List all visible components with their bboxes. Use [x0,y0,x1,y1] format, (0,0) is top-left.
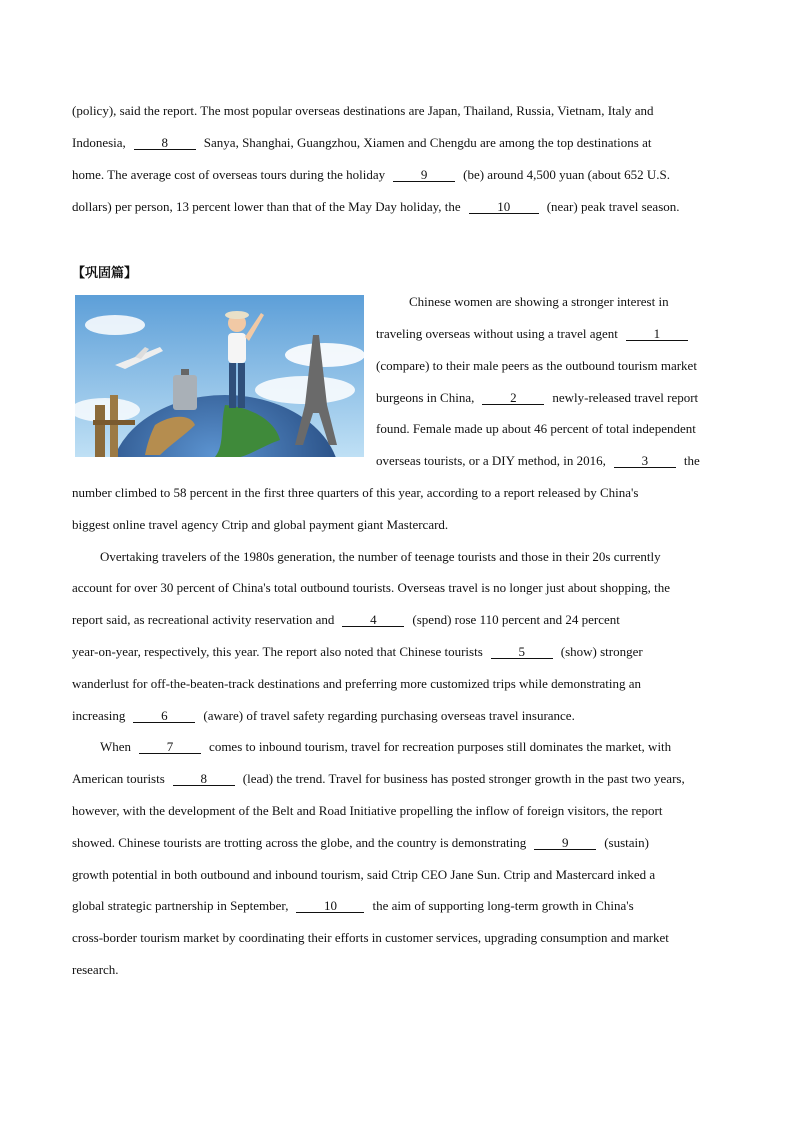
line-text: global strategic partnership in September, [72,898,289,913]
text-line [376,358,697,374]
travel-illustration [75,295,364,457]
line-text: (spend) rose 110 percent and 24 percent [412,612,620,627]
line-text: research. [72,962,119,977]
line-text: cross-border tourism market by coordinating their efforts in customer services, upgrading consumption and market [72,930,669,945]
line-text: account for over 30 percent of China's total outbound tourists. Overseas travel is no longer just about shopping, the [72,580,671,595]
text-line [72,199,680,215]
text-line [72,580,670,596]
text-line [72,803,662,819]
blank-8-b[interactable]: 8 [173,772,235,786]
line-text: (lead) the trend. Travel for business has posted stronger growth in the past two years, [242,771,685,786]
text-line [376,390,698,406]
text-line [72,612,620,628]
line-text: increasing [72,708,126,723]
text-line [72,771,685,787]
line-text: (be) around 4,500 yuan (about 652 U.S. [463,167,671,182]
line-text: however, with the development of the Belt and Road Initiative propelling the inflow of foreign visitors, the report [72,803,663,818]
blank-2[interactable]: 2 [482,391,544,405]
line-text: (near) peak travel season. [546,199,680,214]
line-text: comes to inbound tourism, travel for recreation purposes still dominates the market, with [209,739,672,754]
line-text: overseas tourists, or a DIY method, in 2016, [376,453,606,468]
text-line [72,517,448,533]
text-line [100,739,671,755]
line-text: newly-released travel report [552,390,699,405]
line-text: Overtaking travelers of the 1980s generation, the number of teenage tourists and those in their 20s currently [100,549,661,564]
blank-9[interactable]: 9 [393,168,455,182]
line-text: (sustain) [604,835,649,850]
line-text: (policy), said the report. The most popular overseas destinations are Japan, Thailand, Russia, Vietnam, Italy and [72,103,654,118]
line-text: (compare) to their male peers as the outbound tourism market [376,358,697,373]
section-heading: 【巩固篇】 [72,266,138,281]
text-line [72,867,655,883]
line-text: home. The average cost of overseas tours during the holiday [72,167,386,182]
globe-traveler-image [75,295,364,457]
blank-1[interactable]: 1 [626,327,688,341]
text-line [72,676,641,692]
text-line [376,421,696,437]
blank-10-b[interactable]: 10 [296,899,364,913]
line-text: When [100,739,132,754]
line-text: burgeons in China, [376,390,475,405]
line-text: wanderlust for off-the-beaten-track destinations and preferring more customized trips while demonstrating an [72,676,642,691]
blank-4[interactable]: 4 [342,613,404,627]
line-text: traveling overseas without using a travel agent [376,326,618,341]
text-line [72,644,643,660]
blank-8[interactable]: 8 [134,136,196,150]
text-line [72,708,575,724]
blank-10[interactable]: 10 [469,200,539,214]
text-line [376,453,700,469]
text-line [72,103,654,119]
line-text: growth potential in both outbound and inbound tourism, said Ctrip CEO Jane Sun. Ctrip and Mastercard inked a [72,867,656,882]
blank-7[interactable]: 7 [139,740,201,754]
text-line [72,167,670,183]
line-text: Indonesia, [72,135,126,150]
text-line [376,326,696,342]
line-text: year-on-year, respectively, this year. The report also noted that Chinese tourists [72,644,483,659]
blank-6[interactable]: 6 [133,709,195,723]
text-line [100,549,661,565]
line-text: found. Female made up about 46 percent of total independent [376,421,696,436]
blank-9-b[interactable]: 9 [534,836,596,850]
line-text: the [683,453,700,468]
line-text: Chinese women are showing a stronger interest in [409,294,669,309]
blank-5[interactable]: 5 [491,645,553,659]
line-text: biggest online travel agency Ctrip and global payment giant Mastercard. [72,517,449,532]
text-line [409,294,669,310]
line-text: (aware) of travel safety regarding purchasing overseas travel insurance. [203,708,575,723]
text-line [72,135,651,151]
line-text: the aim of supporting long-term growth in China's [372,898,634,913]
text-line [72,962,119,978]
text-line [72,930,669,946]
text-line [72,835,649,851]
blank-3[interactable]: 3 [614,454,676,468]
text-line [72,898,634,914]
line-text: American tourists [72,771,165,786]
line-text: (show) stronger [560,644,643,659]
line-text: dollars) per person, 13 percent lower than that of the May Day holiday, the [72,199,461,214]
line-text: Sanya, Shanghai, Guangzhou, Xiamen and Chengdu are among the top destinations at [203,135,652,150]
line-text: showed. Chinese tourists are trotting across the globe, and the country is demonstrating [72,835,527,850]
line-text: report said, as recreational activity reservation and [72,612,335,627]
text-line [72,485,638,501]
line-text: number climbed to 58 percent in the first three quarters of this year, according to a report released by China's [72,485,639,500]
